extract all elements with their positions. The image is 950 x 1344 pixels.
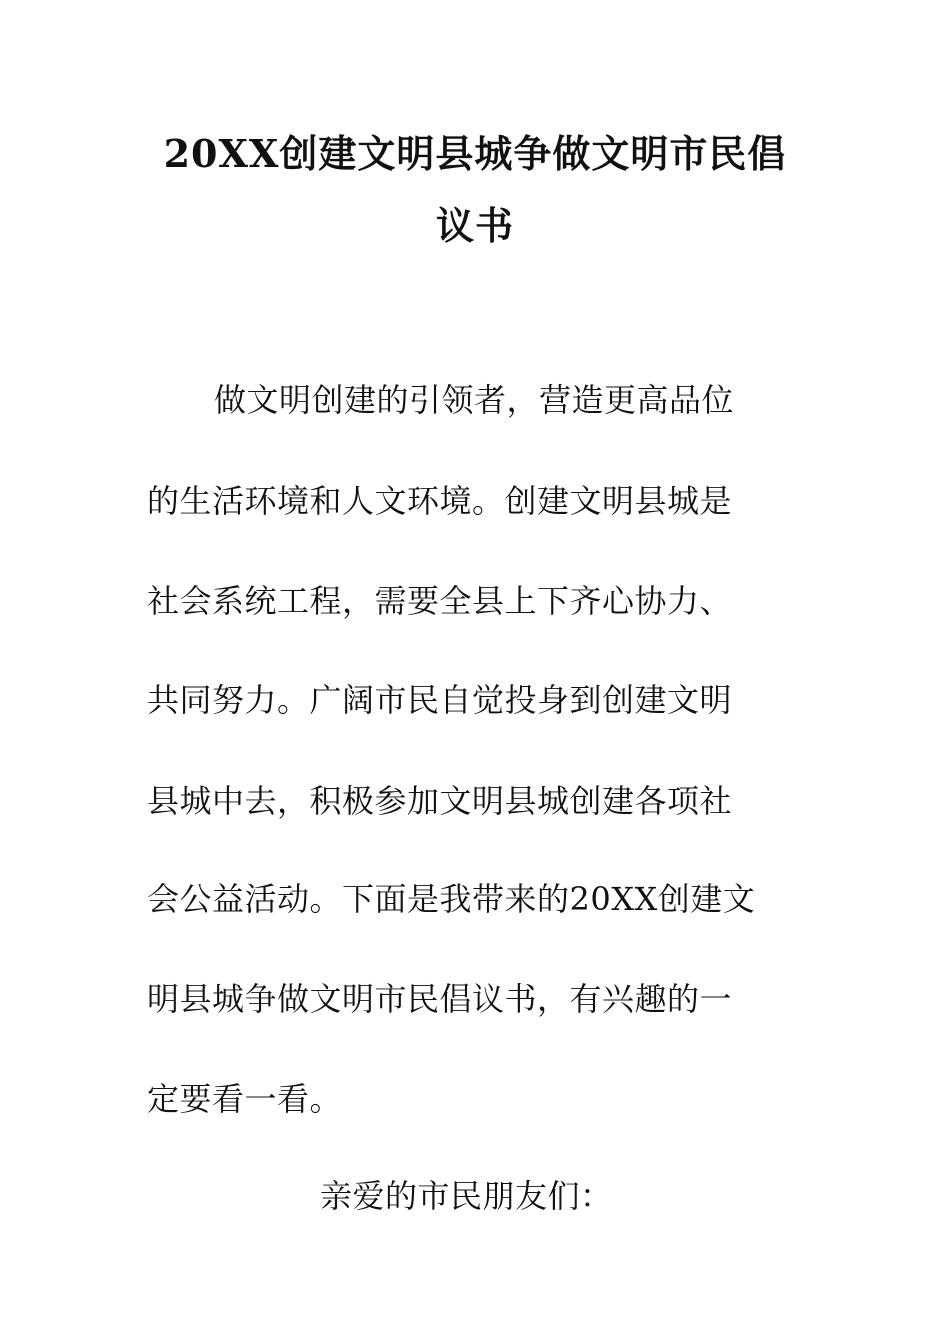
- intro-line-3: 社会系统工程，需要全县上下齐心协力、: [147, 582, 733, 620]
- intro-line-6: 会公益活动。下面是我带来的20XX创建文: [147, 880, 756, 918]
- intro-line-5: 县城中去，积极参加文明县城创建各项社: [147, 782, 733, 820]
- intro-line-1: 做文明创建的引领者，营造更高品位: [214, 381, 735, 419]
- intro-line-2: 的生活环境和人文环境。创建文明县城是: [147, 482, 733, 520]
- intro-line-7: 明县城争做文明市民倡议书，有兴趣的一: [147, 980, 733, 1018]
- document-title-line-2: 议书: [435, 203, 514, 248]
- intro-line-8: 定要看一看。: [147, 1080, 343, 1118]
- intro-line-4: 共同努力。广阔市民自觉投身到创建文明: [147, 681, 733, 719]
- document-title-line-1: 20XX创建文明县城争做文明市民倡: [163, 131, 787, 176]
- greeting-line: 亲爱的市民朋友们：: [320, 1177, 613, 1215]
